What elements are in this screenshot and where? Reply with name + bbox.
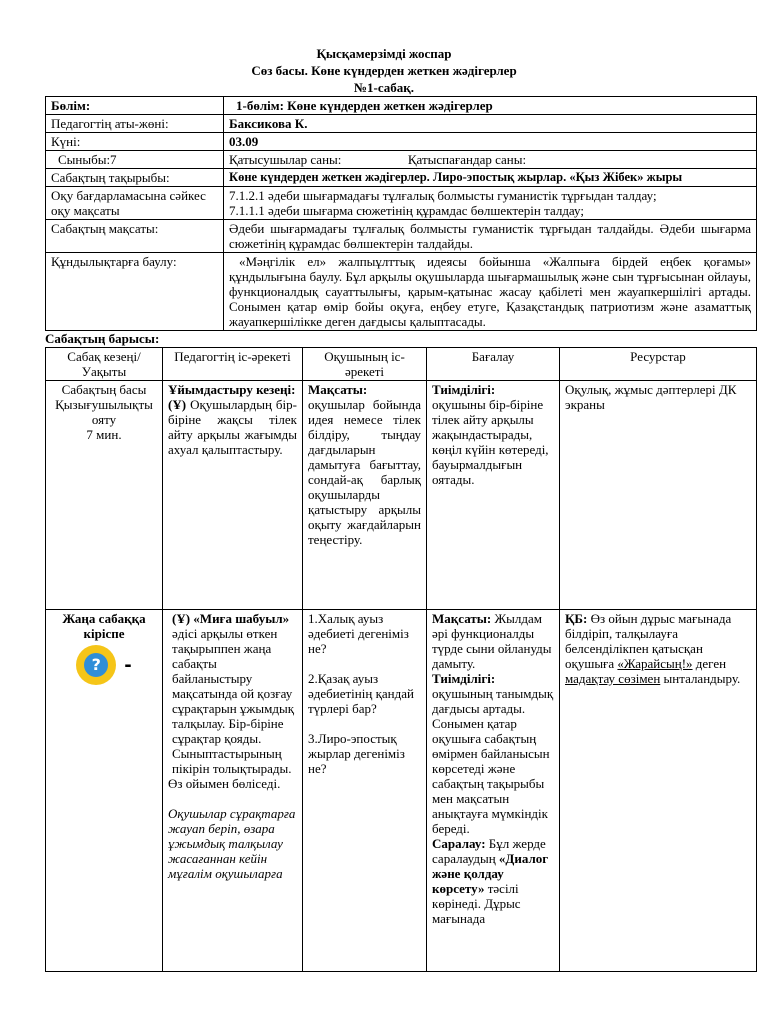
assessment-title: Мақсаты: xyxy=(432,611,492,626)
stage-time: 7 мин. xyxy=(86,427,122,442)
progress-title: Сабақтың барысы: xyxy=(45,331,160,346)
class-label: Сыныбы:7 xyxy=(46,151,224,169)
progress-row-intro xyxy=(46,610,757,972)
assessment-text: оқушыны бір-біріне тілек айту арқылы жақындастырады, көңіл күйін көтереді, бауырмалдығын оятады. xyxy=(432,397,549,487)
question-icon: ? xyxy=(76,645,116,685)
col-teacher: Педагогтің іс-әрекеті xyxy=(163,348,303,381)
resources-praise-words: мадақтау сөзімен xyxy=(565,671,661,686)
info-row-topic xyxy=(46,169,757,187)
assessment-cell xyxy=(427,610,560,972)
teacher-activity-title: Ұйымдастыру кезеңі: xyxy=(168,382,296,397)
assessment-title3: Саралау: xyxy=(432,836,486,851)
assessment-text: Жылдам әрі функционалды түрде сыни ойлануды дамыту. xyxy=(432,611,552,671)
stage-name: Жаңа сабаққа кіріспе xyxy=(62,611,146,641)
date-value: 03.09 xyxy=(224,133,757,151)
teacher-activity-cell xyxy=(163,610,303,972)
topic-label: Сабақтың тақырыбы: xyxy=(46,169,224,187)
stage-cell xyxy=(46,610,163,972)
assessment-text3b: тәсілі көрінеді. Дұрыс мағынада xyxy=(432,881,521,926)
values-label: Құндылықтарға баулу: xyxy=(46,253,224,331)
resources-cell: Оқулық, жұмыс дәптерлері ДК экраны xyxy=(560,381,757,610)
section-value: 1-бөлім: Көне күндерден жеткен жәдігерлер xyxy=(224,97,757,115)
progress-row-opening xyxy=(46,381,757,610)
info-row-date xyxy=(46,133,757,151)
info-row-aim xyxy=(46,220,757,253)
info-row-teacher xyxy=(46,115,757,133)
assessment-text2: оқушының танымдық дағдысы артады. Сонымен қатар оқушыға сабақтың өмірмен байланысын көрсетеді және сабақтың тақырыбы мен мақсатын анықтауға мүмкіндік береді. xyxy=(432,686,554,836)
stage-name: Сабақтың басы Қызығушылықты ояту xyxy=(55,382,153,427)
col-student: Оқушының іс-әрекеті xyxy=(303,348,427,381)
student-activity-cell xyxy=(303,381,427,610)
assessment-bold3: «Диалог және қолдау көрсету» xyxy=(432,851,549,896)
aim-label: Сабақтың мақсаты: xyxy=(46,220,224,253)
doc-subtitle: Сөз басы. Көне күндерден жеткен жәдігерлер xyxy=(251,63,517,78)
student-activity-title: Мақсаты: xyxy=(308,382,368,397)
teacher-label: Педагогтің аты-жөні: xyxy=(46,115,224,133)
teacher-activity-mark: (Ұ) xyxy=(168,397,187,412)
resources-text2: деген xyxy=(692,656,727,671)
absent-label: Қатыспағандар саны: xyxy=(407,152,527,167)
goals-label: Оқу бағдарламасына сәйкес оқу мақсаты xyxy=(46,187,224,220)
goal-1: 7.1.2.1 әдеби шығармадағы тұлғалық болмысты гуманистік тұрғыдан талдау; xyxy=(229,188,657,203)
goal-2: 7.1.1.1 әдеби шығарма сюжетінің құрамдас бөлшектерін талдау; xyxy=(229,203,584,218)
col-assessment: Бағалау xyxy=(427,348,560,381)
resources-text: Өз ойын дұрыс мағынада білдіріп, талқылауға белсенділікпен қатысқан оқушыға xyxy=(565,611,732,671)
date-label: Күні: xyxy=(46,133,224,151)
resources-praise: «Жарайсың!» xyxy=(617,656,693,671)
info-table xyxy=(45,96,757,331)
assessment-title: Тиімділігі: xyxy=(432,382,496,397)
info-row-values xyxy=(46,253,757,331)
student-activity-text: оқушылар бойында идея немесе тілек білдіру, тыңдау дағдыларын дамытуға бағыттау, сондай-ақ барлық оқушыларды қатыстыру арқылы оқыту жағдайларын теңестіру. xyxy=(308,397,421,547)
dash-mark: - xyxy=(124,654,132,676)
teacher-activity-text: Оқушылардың бір-біріне жақсы тілек айту арқылы жағымды ахуал қалыптастыру. xyxy=(168,397,297,457)
teacher-activity-text2: Өз ойымен бөліседі. xyxy=(168,776,281,791)
doc-title: Қысқамерзімді жоспар xyxy=(316,46,452,61)
resources-title: ҚБ: xyxy=(565,611,588,626)
info-row-section xyxy=(46,97,757,115)
question-2: 2.Қазақ ауыз әдебиетінің қандай түрлері бар? xyxy=(308,671,414,716)
teacher-activity-text: әдісі арқылы өткен тақырыппен жаңа сабақты байланыстыру мақсатында ой қозғау сұрақтарын ұжымдық талқылау. Бір-біріне сұрақтар қояды. Сыныптастырының пікірін толықтырады. xyxy=(172,626,295,776)
question-3: 3.Лиро-эпостық жырлар дегеніміз не? xyxy=(308,731,405,776)
attendance-cell xyxy=(224,151,757,169)
topic-value: Көне күндерден жеткен жәдігерлер. Лиро-эпостық жырлар. «Қыз Жібек» жыры xyxy=(224,169,757,187)
goals-cell xyxy=(224,187,757,220)
assessment-text3: Бұл жерде саралаудың xyxy=(432,836,546,866)
assessment-title2: Тиімділігі: xyxy=(432,671,496,686)
stage-cell xyxy=(46,381,163,610)
teacher-activity-cell xyxy=(163,381,303,610)
values-value: «Мәңгілік ел» жалпыұлттық идеясы бойынша «Жалпыға бірдей еңбек қоғамы» құндылығына баулу. Бұл арқылы оқушыларда шығармашылық және сын тұрғысынан ойлауы, функционалдық сауаттылығы, қарым-қатынас жасау қабілеті мен жауапкершілігі артады. Сонымен қатар өмір бойы оқуға, еңбеу етуге, Қазақстандық патриотизм және азаматтық жауапкершілікке деген дағдысы қалыптасады. xyxy=(224,253,757,331)
aim-value: Әдеби шығармадағы тұлғалық болмысты гуманистік тұрғыдан талдайды. Әдеби шығарма сюжетінің құрамдас бөлшектерін талдайды. xyxy=(224,220,757,253)
assessment-cell xyxy=(427,381,560,610)
teacher-activity-italic: Оқушылар сұрақтарға жауап беріп, өзара ұжымдық талқылау жасағаннан кейін мұғалім оқушыларға xyxy=(168,806,296,881)
info-row-goals xyxy=(46,187,757,220)
teacher-value: Баксикова К. xyxy=(224,115,757,133)
info-row-class xyxy=(46,151,757,169)
col-stage: Сабақ кезеңі/Уақыты xyxy=(46,348,163,381)
col-resources: Ресурстар xyxy=(560,348,757,381)
present-label: Қатысушылар саны: xyxy=(229,152,342,167)
teacher-activity-title: (Ұ) «Миға шабуыл» xyxy=(172,611,290,626)
resources-text3: ынталандыру. xyxy=(660,671,741,686)
progress-header-row xyxy=(46,348,757,381)
progress-table xyxy=(45,347,757,972)
student-activity-cell xyxy=(303,610,427,972)
resources-cell xyxy=(560,610,757,972)
question-1: 1.Халық ауыз әдебиеті дегеніміз не? xyxy=(308,611,409,656)
section-label: Бөлім: xyxy=(46,97,224,115)
lesson-number: №1-сабақ. xyxy=(353,80,415,95)
